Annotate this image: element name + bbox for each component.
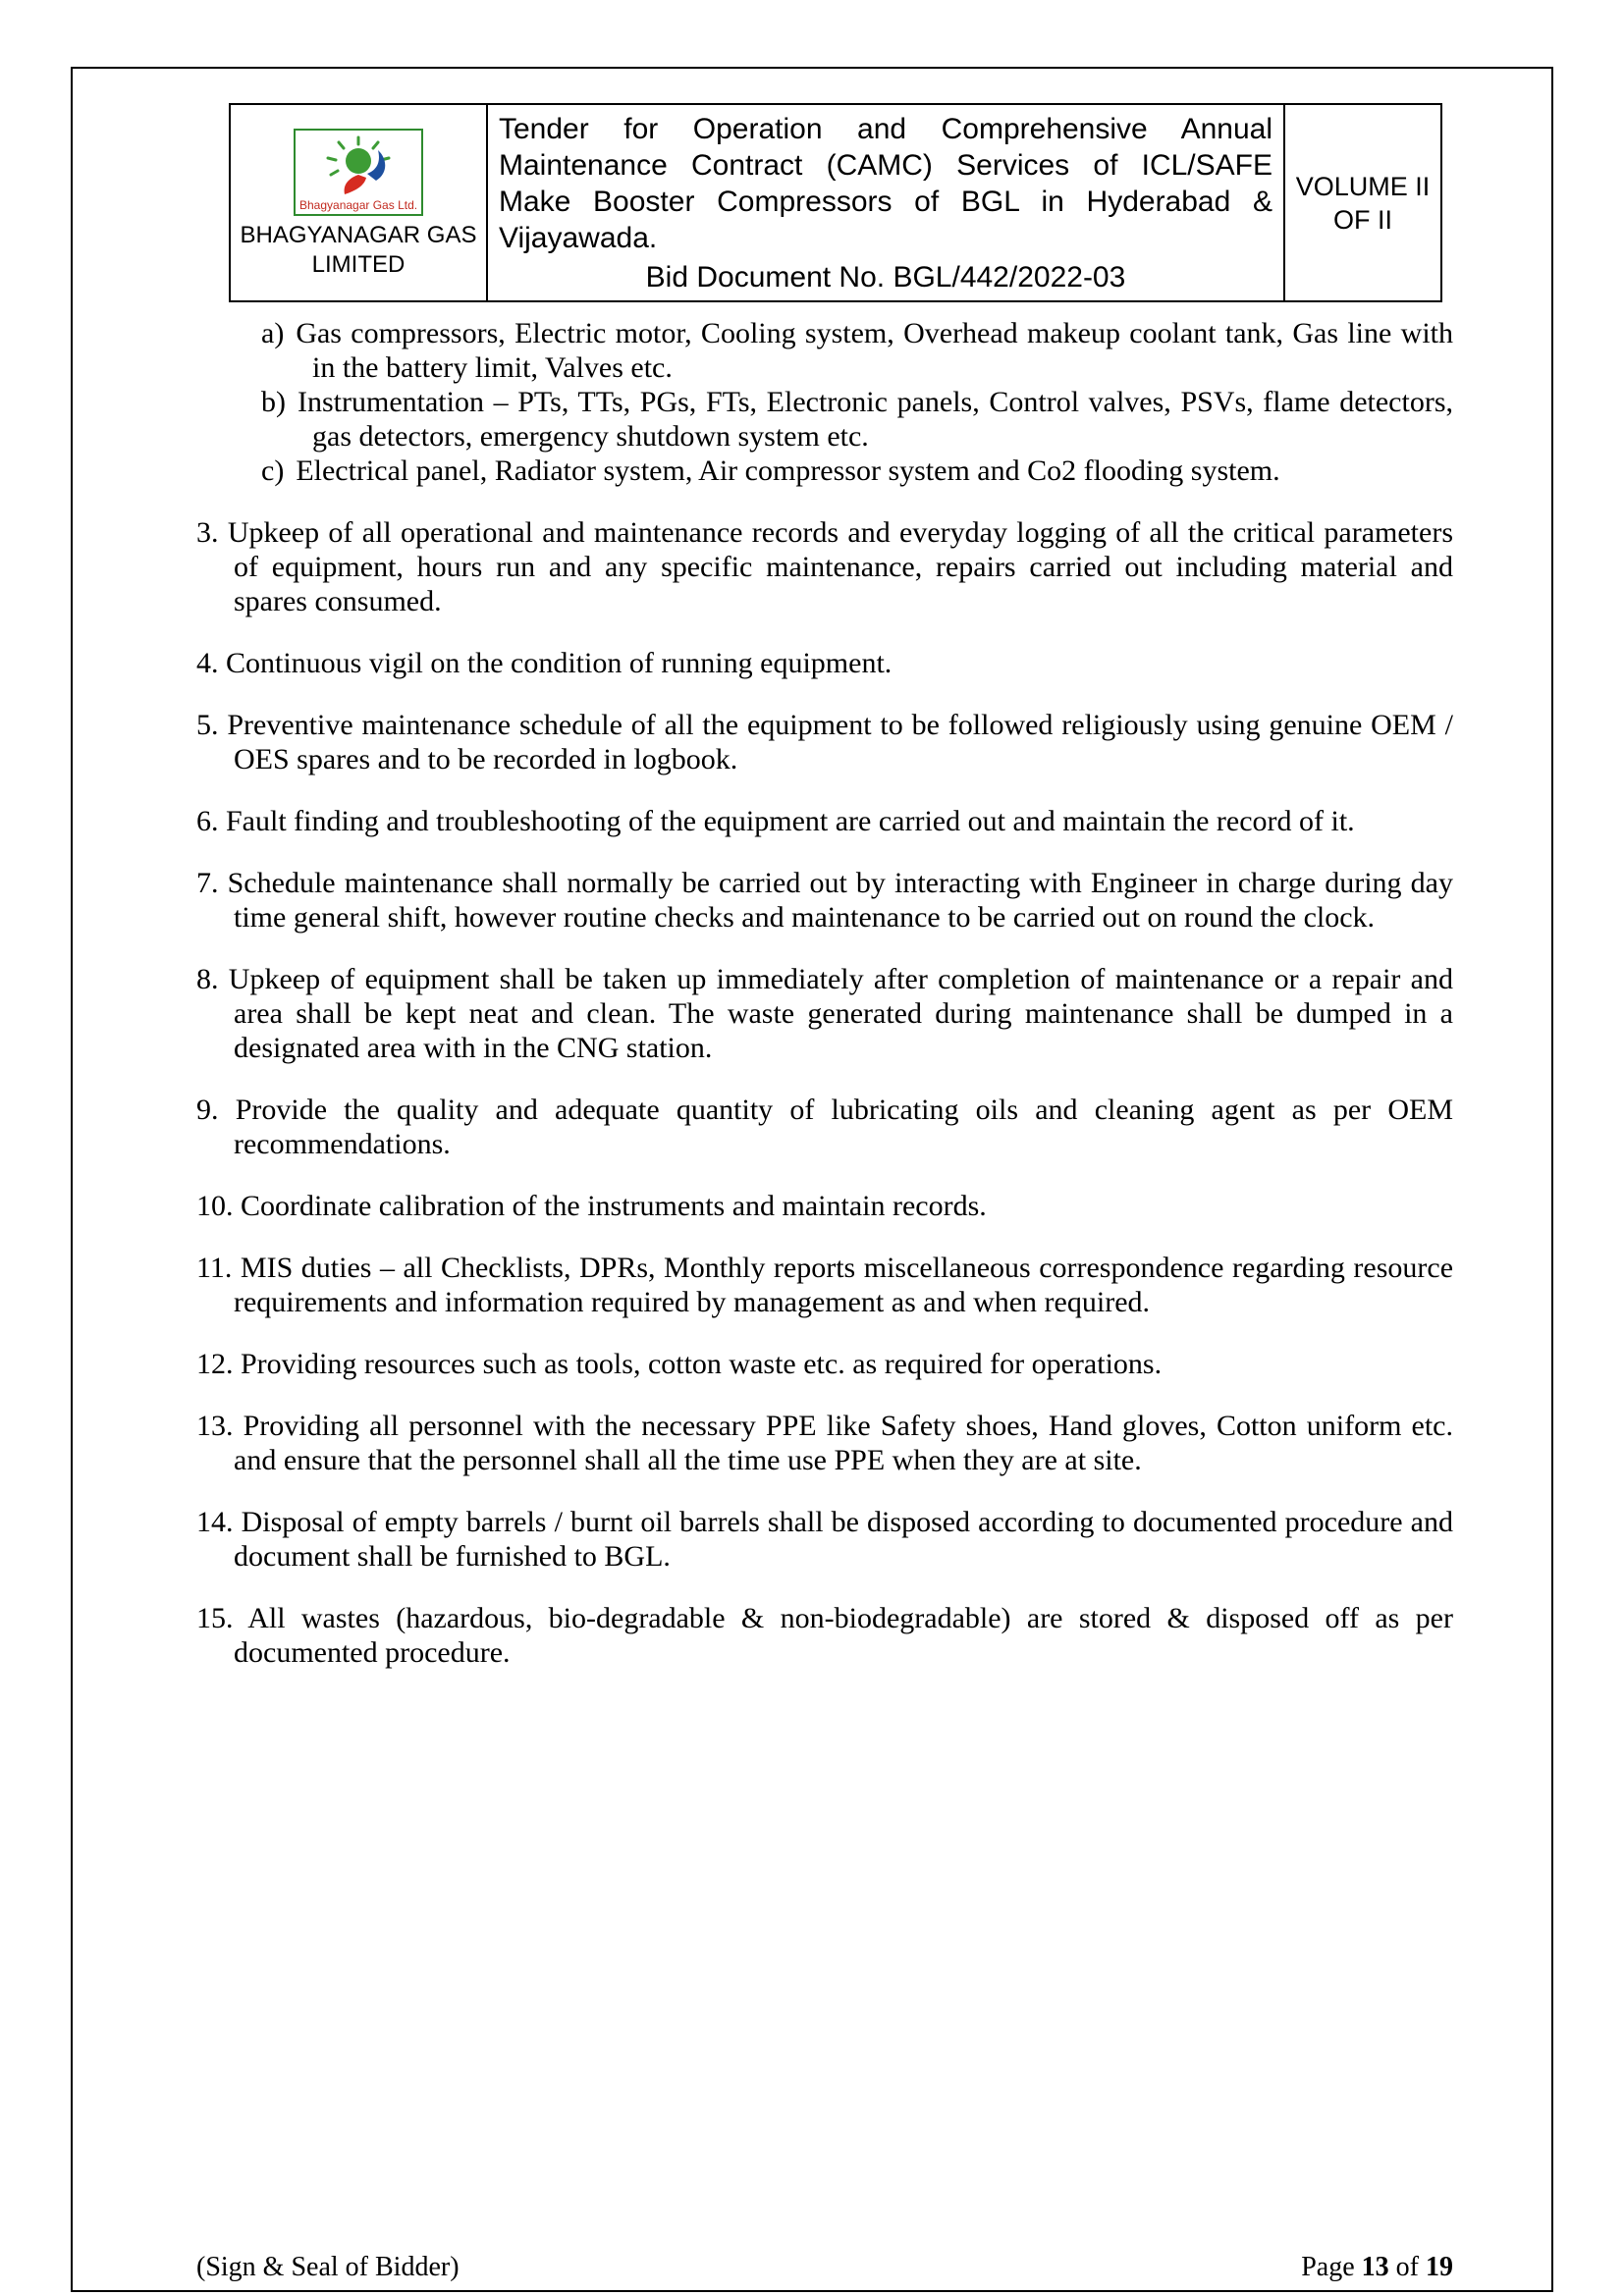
list-item-text: Fault finding and troubleshooting of the equipment are carried out and maintain the record of it.	[226, 805, 1355, 837]
list-item-label: b)	[261, 386, 286, 418]
list-item-number: 14.	[196, 1506, 234, 1538]
list-item-text: All wastes (hazardous, bio-degradable & non-biodegradable) are stored & disposed off as per documented procedure.	[234, 1602, 1453, 1669]
volume-cell	[1284, 104, 1441, 301]
list-item-number: 6.	[196, 805, 219, 837]
list-item-number: 12.	[196, 1348, 234, 1380]
list-item-number: 10.	[196, 1190, 234, 1222]
list-item-10	[196, 1189, 1453, 1223]
list-item-number: 13.	[196, 1410, 234, 1442]
list-item-7	[196, 866, 1453, 934]
list-item-label: c)	[261, 454, 285, 487]
title-cell	[487, 104, 1284, 301]
list-item-number: 8.	[196, 963, 219, 995]
list-item-text: Schedule maintenance shall normally be carried out by interacting with Engineer in charge during day time general shift, however routine checks and maintenance to be carried out on round the clock.	[227, 867, 1453, 934]
page-footer	[196, 2252, 1453, 2283]
total-page-number: 19	[1426, 2252, 1453, 2282]
list-item-number: 5.	[196, 709, 219, 741]
org-name-line1: BHAGYANAGAR GAS	[240, 221, 477, 248]
list-item-3	[196, 515, 1453, 618]
volume-line2: OF II	[1333, 204, 1392, 235]
bgl-sun-logo-icon	[307, 135, 409, 196]
list-item-text: Continuous vigil on the condition of running equipment.	[226, 647, 893, 679]
page-number-indicator	[1301, 2252, 1453, 2283]
current-page-number: 13	[1361, 2252, 1389, 2282]
list-item-text: Gas compressors, Electric motor, Cooling system, Overhead makeup coolant tank, Gas line with in the battery limit, Valves etc.	[296, 317, 1453, 384]
list-item-text: MIS duties – all Checklists, DPRs, Monthly reports miscellaneous correspondence regarding resource requirements and information required by management as and when required.	[234, 1252, 1454, 1318]
list-item-number: 9.	[196, 1094, 219, 1126]
list-item-13	[196, 1409, 1453, 1477]
list-item-text: Upkeep of equipment shall be taken up immediately after completion of maintenance or a repair and area shall be kept neat and clean. The waste generated during maintenance shall be dumped in a designated area with in the CNG station.	[228, 963, 1453, 1064]
list-item-text: Coordinate calibration of the instruments and maintain records.	[241, 1190, 987, 1222]
list-item-number: 3.	[196, 516, 219, 549]
sign-seal-note: (Sign & Seal of Bidder)	[196, 2252, 460, 2282]
list-item-text: Providing resources such as tools, cotton waste etc. as required for operations.	[241, 1348, 1163, 1380]
list-item-15	[196, 1601, 1453, 1670]
list-item-14	[196, 1505, 1453, 1574]
list-item-b	[196, 385, 1453, 454]
org-name-line2: LIMITED	[311, 250, 406, 278]
list-item-6	[196, 804, 1453, 838]
list-item-text: Electrical panel, Radiator system, Air compressor system and Co2 flooding system.	[296, 454, 1280, 487]
list-item-number: 4.	[196, 647, 219, 679]
list-item-c	[196, 454, 1453, 488]
list-item-11	[196, 1251, 1453, 1319]
list-item-number: 7.	[196, 867, 219, 899]
list-item-a	[196, 316, 1453, 385]
volume-line1: VOLUME II	[1295, 171, 1431, 201]
list-item-5	[196, 708, 1453, 776]
list-item-number: 11.	[196, 1252, 233, 1284]
list-item-text: Provide the quality and adequate quantity of lubricating oils and cleaning agent as per OEM recommendations.	[234, 1094, 1453, 1160]
list-item-text: Disposal of empty barrels / burnt oil barrels shall be disposed according to documented procedure and document shall be furnished to BGL.	[234, 1506, 1453, 1573]
of-word: of	[1395, 2252, 1419, 2282]
list-item-8	[196, 962, 1453, 1065]
list-item-number: 15.	[196, 1602, 234, 1634]
bid-document-number: Bid Document No. BGL/442/2022-03	[645, 261, 1126, 294]
list-item-text: Preventive maintenance schedule of all the equipment to be followed religiously using genuine OEM / OES spares and to be recorded in logbook.	[227, 709, 1453, 775]
list-item-text: Upkeep of all operational and maintenance records and everyday logging of all the critical parameters of equipment, hours run and any specific maintenance, repairs carried out including material and spares consumed.	[227, 516, 1453, 617]
tender-title: Tender for Operation and Comprehensive Annual Maintenance Contract (CAMC) Services of ICL/SAFE Make Booster Compressors of BGL in Hyderabad & Vijayawada.	[499, 113, 1272, 254]
list-item-4	[196, 646, 1453, 680]
list-item-text: Providing all personnel with the necessary PPE like Safety shoes, Hand gloves, Cotton uniform etc. and ensure that the personnel shall all the time use PPE when they are at site.	[234, 1410, 1453, 1476]
company-logo	[294, 129, 423, 216]
list-item-label: a)	[261, 317, 285, 349]
list-item-9	[196, 1093, 1453, 1161]
logo-caption: Bhagyanagar Gas Ltd.	[299, 197, 418, 212]
logo-cell	[230, 104, 487, 301]
page-word: Page	[1301, 2252, 1355, 2282]
header-table	[229, 103, 1442, 302]
list-item-text: Instrumentation – PTs, TTs, PGs, FTs, Electronic panels, Control valves, PSVs, flame detectors, gas detectors, emergency shutdown system etc.	[298, 386, 1453, 453]
list-item-12	[196, 1347, 1453, 1381]
document-body	[196, 316, 1453, 1670]
